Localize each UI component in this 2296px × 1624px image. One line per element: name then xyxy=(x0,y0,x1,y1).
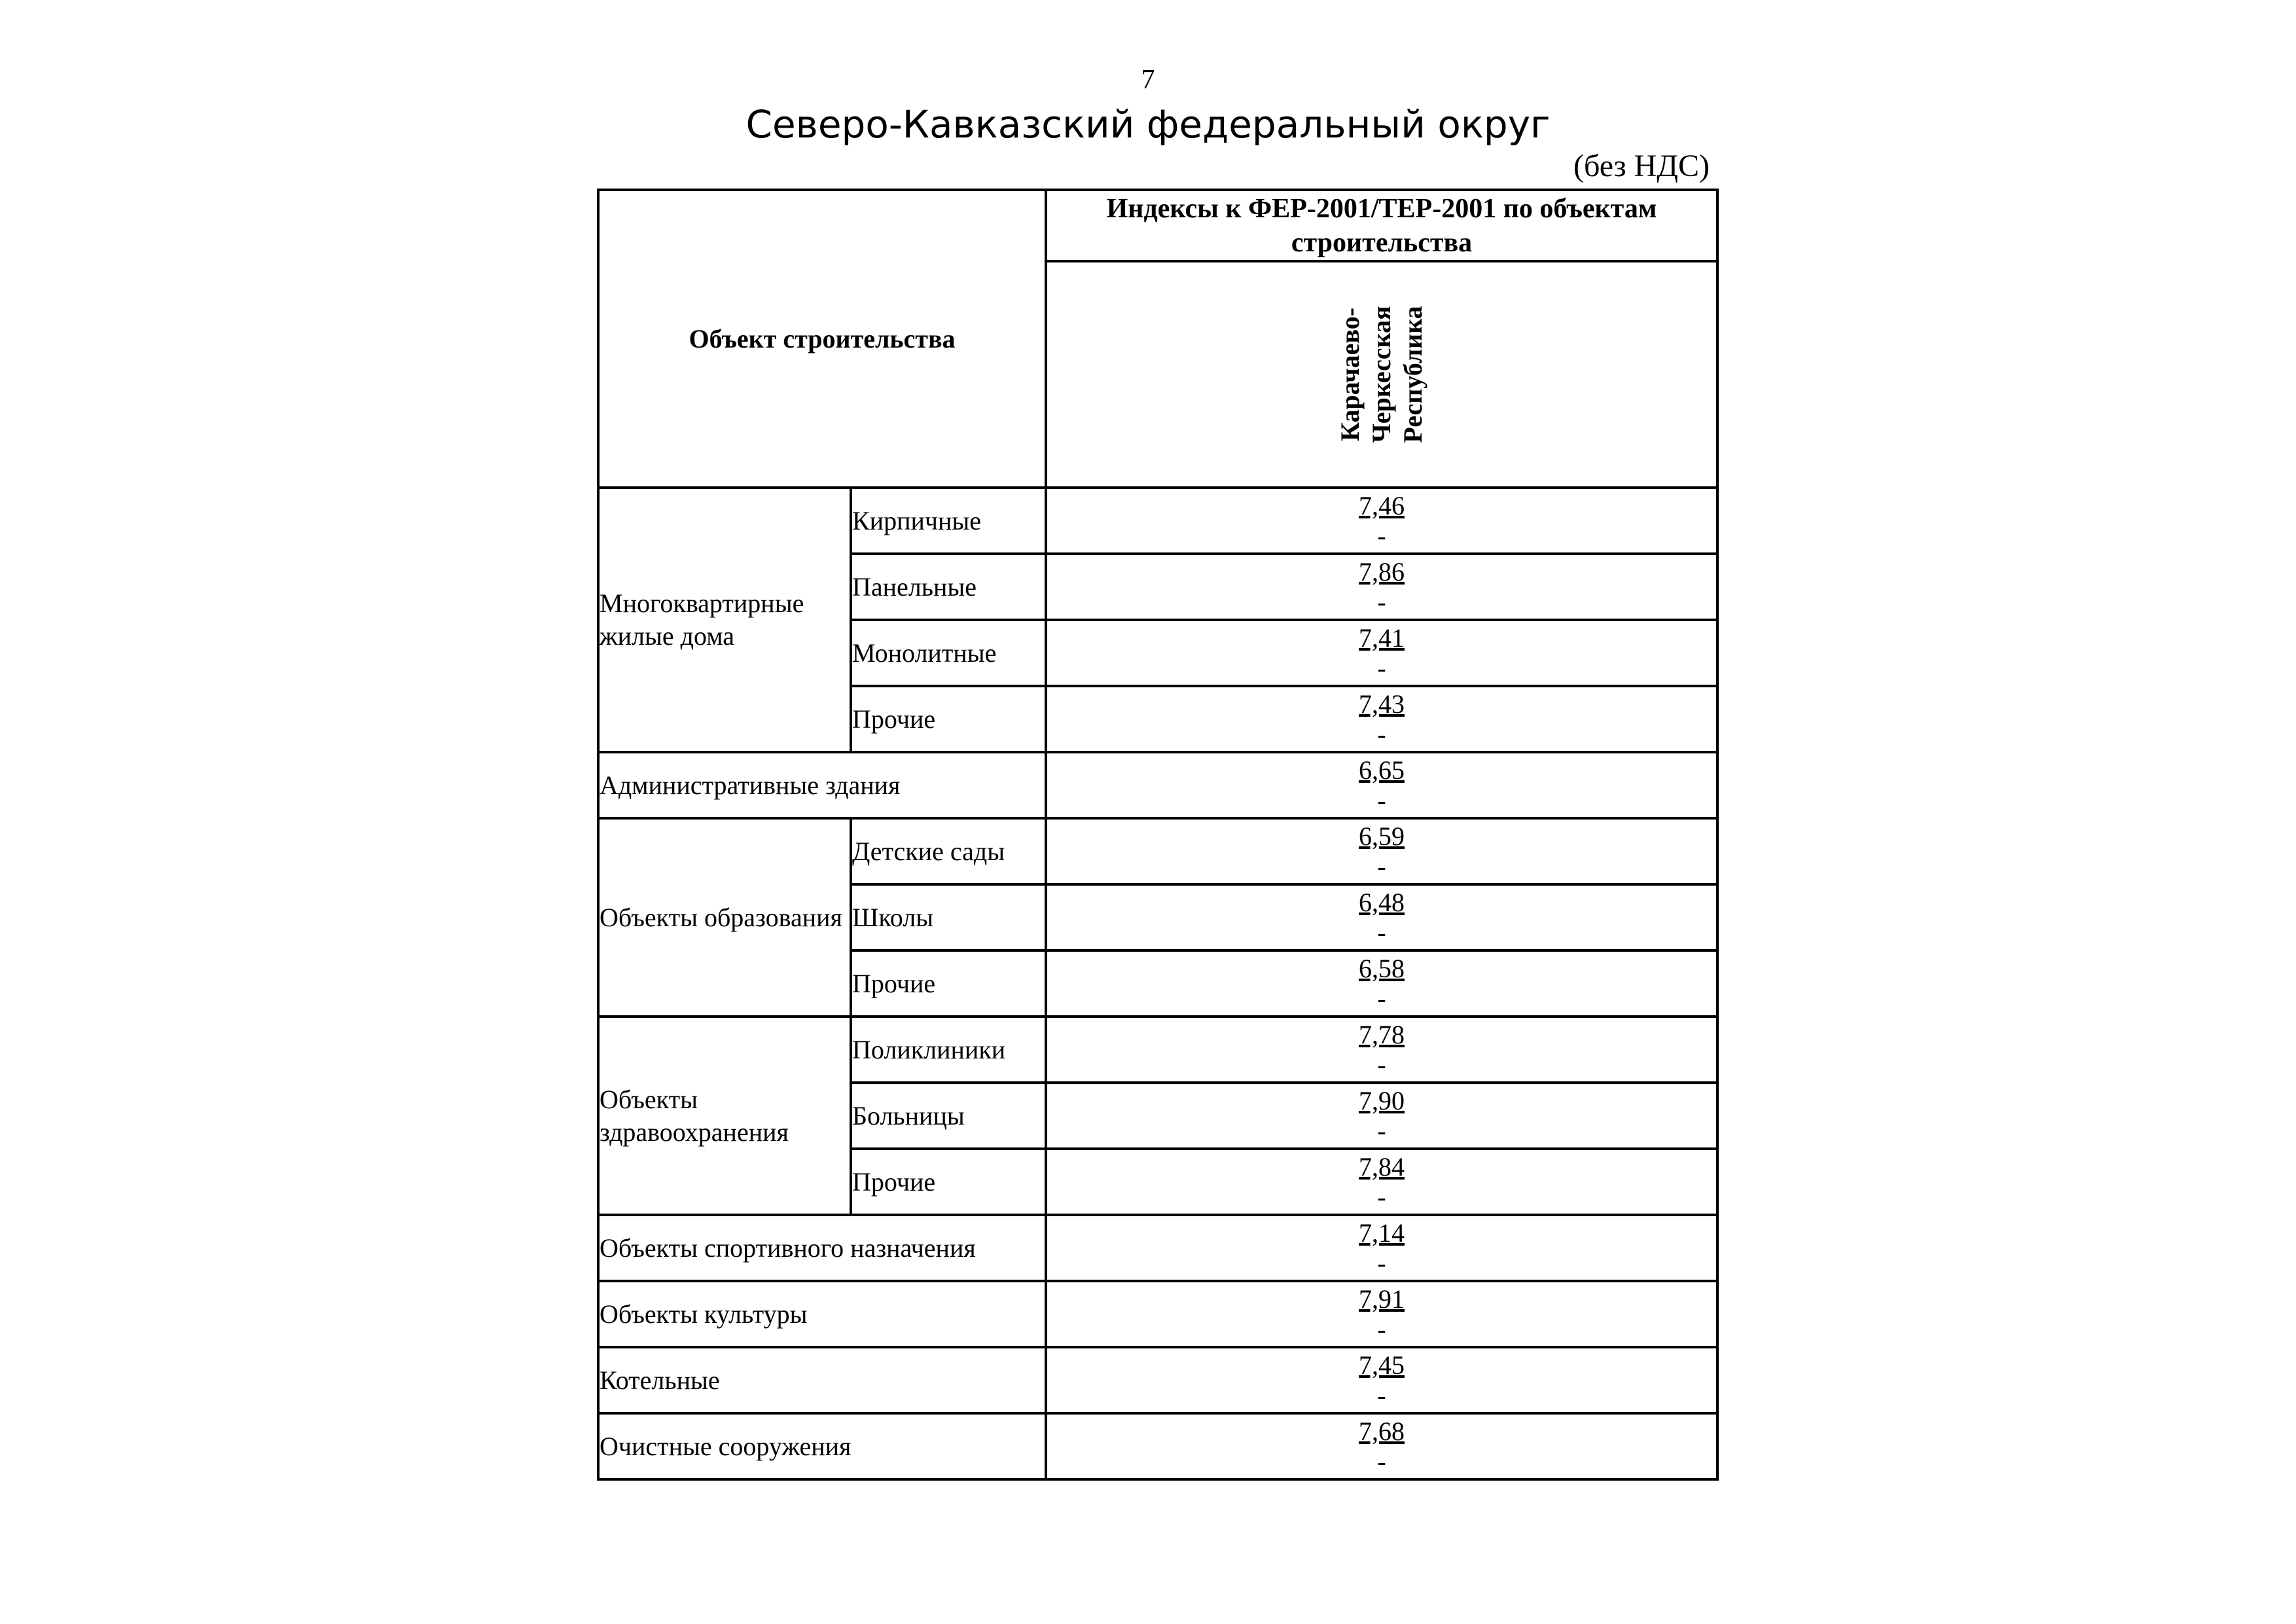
index-value-cell xyxy=(1046,686,1717,752)
row-label: Детские сады xyxy=(851,818,1046,884)
row-label: Поликлиники xyxy=(851,1017,1046,1083)
group-label-boiler-houses: Котельные xyxy=(598,1347,1046,1413)
index-note: - xyxy=(1377,1115,1386,1146)
index-note: - xyxy=(1377,653,1386,683)
index-value: 7,45 xyxy=(1359,1350,1405,1380)
index-value-cell xyxy=(1046,620,1717,686)
index-value: 7,84 xyxy=(1359,1151,1405,1182)
table-row xyxy=(598,752,1717,818)
index-note: - xyxy=(1377,1248,1386,1278)
index-value-cell xyxy=(1046,1215,1717,1281)
group-label-education: Объекты образования xyxy=(598,818,851,1017)
index-value-cell xyxy=(1046,488,1717,554)
table-header-row xyxy=(598,190,1717,261)
group-label-culture: Объекты культуры xyxy=(598,1281,1046,1347)
index-value-cell xyxy=(1046,1347,1717,1413)
region-header: Карачаево-Черкесская Республика xyxy=(1335,306,1428,443)
indices-header: Индексы к ФЕР-2001/ТЕР-2001 по объектам строительства xyxy=(1046,190,1717,261)
page-number: 7 xyxy=(1141,65,1155,95)
index-value: 7,91 xyxy=(1359,1284,1405,1314)
index-value-cell xyxy=(1046,752,1717,818)
index-value: 7,90 xyxy=(1359,1085,1405,1115)
table-row xyxy=(598,1281,1717,1347)
index-value-cell xyxy=(1046,1083,1717,1149)
index-value: 6,65 xyxy=(1359,755,1405,785)
index-value-cell xyxy=(1046,1017,1717,1083)
index-value: 6,58 xyxy=(1359,953,1405,983)
index-value: 7,14 xyxy=(1359,1218,1405,1248)
index-value: 6,59 xyxy=(1359,821,1405,851)
region-header-cell xyxy=(1046,261,1717,488)
index-note: - xyxy=(1377,1446,1386,1476)
index-note: - xyxy=(1377,785,1386,815)
table-row xyxy=(598,488,1717,554)
index-value: 7,41 xyxy=(1359,623,1405,653)
row-label: Прочие xyxy=(851,686,1046,752)
index-value: 7,43 xyxy=(1359,689,1405,719)
row-label: Панельные xyxy=(851,554,1046,620)
group-label-healthcare: Объекты здравоохранения xyxy=(598,1017,851,1215)
index-note: - xyxy=(1377,917,1386,947)
table-row xyxy=(598,1215,1717,1281)
row-label: Прочие xyxy=(851,950,1046,1017)
index-value: 7,78 xyxy=(1359,1019,1405,1049)
index-note: - xyxy=(1377,983,1386,1013)
index-value-cell xyxy=(1046,884,1717,950)
index-note: - xyxy=(1377,1380,1386,1410)
index-note: - xyxy=(1377,1314,1386,1344)
row-label: Больницы xyxy=(851,1083,1046,1149)
index-note: - xyxy=(1377,520,1386,550)
index-note: - xyxy=(1377,719,1386,749)
table-row xyxy=(598,1017,1717,1083)
group-label-administrative: Административные здания xyxy=(598,752,1046,818)
page-title: Северо-Кавказский федеральный округ xyxy=(745,102,1551,147)
group-label-treatment-facilities: Очистные сооружения xyxy=(598,1413,1046,1479)
table-row xyxy=(598,818,1717,884)
tax-note: (без НДС) xyxy=(1573,149,1710,183)
table-row xyxy=(598,1413,1717,1479)
row-label: Школы xyxy=(851,884,1046,950)
group-label-sports: Объекты спортивного назначения xyxy=(598,1215,1046,1281)
table-row xyxy=(598,1347,1717,1413)
row-label: Прочие xyxy=(851,1149,1046,1215)
index-note: - xyxy=(1377,851,1386,881)
group-label-residential: Многоквартирные жилые дома xyxy=(598,488,851,752)
index-value-cell xyxy=(1046,1413,1717,1479)
index-value-cell xyxy=(1046,1149,1717,1215)
index-value-cell xyxy=(1046,554,1717,620)
index-note: - xyxy=(1377,586,1386,617)
object-header: Объект строительства xyxy=(598,190,1046,488)
row-label: Монолитные xyxy=(851,620,1046,686)
index-value: 6,48 xyxy=(1359,887,1405,917)
index-note: - xyxy=(1377,1049,1386,1079)
index-value: 7,68 xyxy=(1359,1416,1405,1446)
index-value-cell xyxy=(1046,1281,1717,1347)
construction-index-table xyxy=(597,189,1719,1481)
index-value-cell xyxy=(1046,950,1717,1017)
index-value: 7,46 xyxy=(1359,490,1405,520)
row-label: Кирпичные xyxy=(851,488,1046,554)
index-value-cell xyxy=(1046,818,1717,884)
index-value: 7,86 xyxy=(1359,556,1405,586)
index-note: - xyxy=(1377,1182,1386,1212)
